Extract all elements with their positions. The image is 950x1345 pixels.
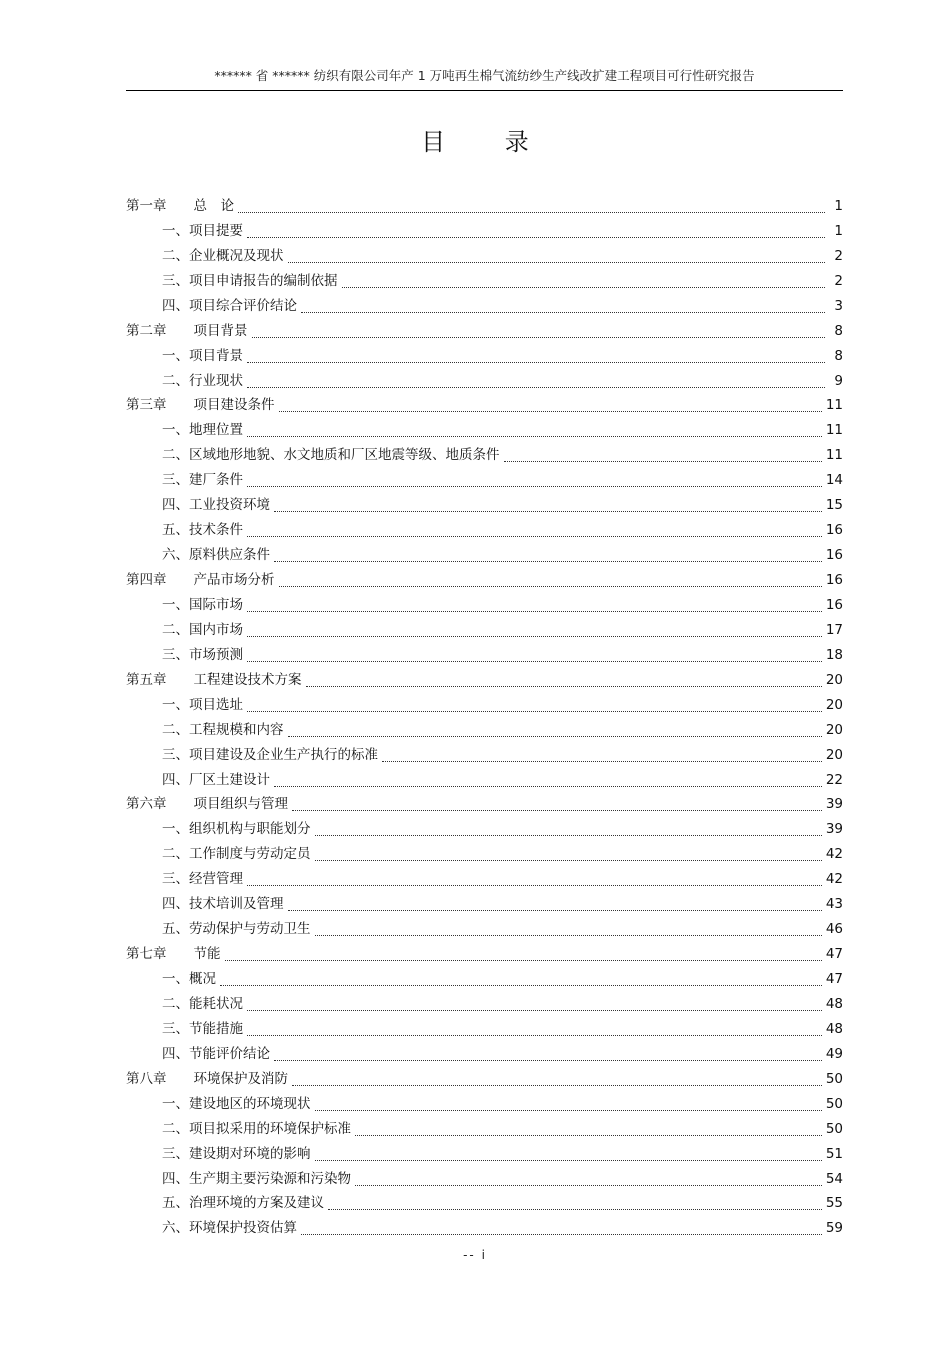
toc-entry-page-number: 9 [834,372,843,389]
toc-section-entry[interactable] [126,590,843,615]
dot-leader [288,735,822,737]
dot-leader [355,1134,822,1136]
toc-entry-label: 五、技术条件 [162,522,243,539]
toc-entry-page-number: 47 [825,971,843,987]
toc-section-entry[interactable] [126,1089,843,1114]
toc-section-entry[interactable] [126,765,843,790]
toc-section-entry[interactable] [126,1039,843,1064]
toc-entry-label: 三、建厂条件 [162,472,243,489]
dot-leader [315,859,822,861]
toc-section-entry[interactable] [126,216,843,241]
toc-entry-page-number: 50 [825,1070,843,1087]
toc-section-entry[interactable] [126,889,843,914]
toc-chapter-entry[interactable] [126,939,843,964]
dot-leader [220,984,822,986]
toc-entry-label: 一、国际市场 [162,596,243,613]
toc-section-entry[interactable] [126,266,843,291]
toc-section-entry[interactable] [126,1213,843,1238]
toc-section-entry[interactable] [126,241,843,266]
toc-section-entry[interactable] [126,715,843,740]
toc-section-entry[interactable] [126,864,843,889]
toc-entry-label: 二、工程规模和内容 [162,721,284,738]
toc-entry-label: 四、工业投资环境 [162,497,270,514]
toc-entry-label: 三、经营管理 [162,871,243,888]
toc-entry-page-number: 42 [825,871,843,888]
toc-section-entry[interactable] [126,465,843,490]
toc-entry-page-number: 55 [825,1195,843,1212]
dot-leader [247,236,825,238]
toc-entry-label: 四、厂区土建设计 [162,771,270,788]
toc-section-entry[interactable] [126,1164,843,1189]
toc-entry-label: 第一章 总 论 [126,197,234,214]
toc-entry-page-number: 46 [825,921,843,938]
toc-entry-page-number: 22 [825,771,843,788]
toc-entry-page-number: 1 [834,222,843,239]
dot-leader [247,660,822,662]
dot-leader [247,386,825,388]
dot-leader [247,435,822,437]
toc-entry-label: 一、项目选址 [162,696,243,713]
toc-entry-page-number: 11 [825,447,843,464]
toc-entry-page-number: 18 [825,646,843,663]
toc-entry-page-number: 8 [834,322,843,339]
dot-leader [355,1184,822,1186]
toc-entry-label: 四、技术培训及管理 [162,896,284,913]
toc-entry-page-number: 16 [825,596,843,613]
dot-leader [247,1034,822,1036]
dot-leader [315,1109,822,1111]
toc-entry-page-number: 17 [825,621,843,638]
dot-leader [247,535,822,537]
toc-entry-page-number: 47 [825,946,843,963]
dot-leader [238,211,825,213]
toc-section-entry[interactable] [126,366,843,391]
toc-section-entry[interactable] [126,515,843,540]
toc-section-entry[interactable] [126,964,843,989]
toc-section-entry[interactable] [126,640,843,665]
toc-entry-page-number: 50 [825,1095,843,1112]
toc-entry-label: 四、节能评价结论 [162,1045,270,1062]
dot-leader [301,1233,822,1235]
dot-leader [315,934,822,936]
toc-section-entry[interactable] [126,1189,843,1214]
toc-entry-page-number: 2 [834,272,843,289]
dot-leader [274,510,822,512]
dot-leader [301,311,825,313]
toc-entry-page-number: 16 [825,572,843,588]
toc-entry-page-number: 11 [825,422,843,439]
toc-section-entry[interactable] [126,341,843,366]
toc-section-entry[interactable] [126,490,843,515]
toc-entry-page-number: 20 [825,746,843,763]
toc-section-entry[interactable] [126,989,843,1014]
toc-entry-label: 六、环境保护投资估算 [162,1220,297,1237]
toc-entry-page-number: 8 [834,347,843,364]
toc-entry-label: 一、组织机构与职能划分 [162,821,311,838]
toc-entry-page-number: 1 [834,197,843,214]
toc-entry-page-number: 20 [825,721,843,738]
toc-entry-label: 第七章 节能 [126,946,221,963]
dot-leader [292,1084,822,1086]
toc-entry-page-number: 11 [825,397,843,414]
toc-entry-page-number: 50 [825,1120,843,1137]
dot-leader [247,884,822,886]
toc-entry-label: 三、项目申请报告的编制依据 [162,272,338,289]
toc-entry-label: 二、行业现状 [162,372,243,389]
toc-entry-page-number: 42 [825,846,843,863]
toc-entry-label: 一、地理位置 [162,422,243,439]
toc-entry-label: 一、项目提要 [162,222,243,239]
dot-leader [247,1009,822,1011]
toc-entry-label: 六、原料供应条件 [162,547,270,564]
toc-entry-page-number: 2 [834,247,843,264]
dot-leader [247,361,825,363]
dot-leader [288,909,822,911]
dot-leader [274,1059,822,1061]
toc-section-entry[interactable] [126,291,843,316]
dot-leader [288,261,826,263]
dot-leader [247,610,822,612]
toc-entry-label: 五、治理环境的方案及建议 [162,1195,324,1212]
page-title: 目 录 [421,128,555,156]
dot-leader [292,809,822,811]
toc-entry-label: 第四章 产品市场分析 [126,572,275,588]
toc-section-entry[interactable] [126,839,843,864]
toc-entry-label: 五、劳动保护与劳动卫生 [162,921,311,938]
dot-leader [306,685,822,687]
running-header: ****** 省 ****** 纺织有限公司年产 1 万吨再生棉气流纺纱生产线改扩建工程项目可行性研究报告 [126,62,843,91]
toc-section-entry[interactable] [126,914,843,939]
dot-leader [247,635,822,637]
toc-entry-label: 一、项目背景 [162,347,243,364]
toc-entry-page-number: 51 [825,1145,843,1162]
toc-section-entry[interactable] [126,1014,843,1039]
dot-leader [252,336,826,338]
toc-entry-label: 四、项目综合评价结论 [162,297,297,314]
dot-leader [504,460,822,462]
dot-leader [342,286,826,288]
toc-chapter-entry[interactable] [126,316,843,341]
toc-entry-page-number: 54 [825,1170,843,1187]
dot-leader [328,1208,822,1210]
toc-chapter-entry[interactable] [126,1064,843,1089]
toc-entry-label: 二、区域地形地貌、水文地质和厂区地震等级、地质条件 [162,447,500,464]
toc-entry-label: 第二章 项目背景 [126,322,248,339]
toc-entry-label: 三、节能措施 [162,1020,243,1037]
toc-entry-page-number: 3 [834,297,843,314]
toc-entry-label: 一、建设地区的环境现状 [162,1095,311,1112]
toc-entry-page-number: 20 [825,696,843,713]
toc-entry-label: 二、项目拟采用的环境保护标准 [162,1120,351,1137]
toc-entry-label: 第六章 项目组织与管理 [126,796,288,813]
toc-chapter-entry[interactable] [126,191,843,216]
dot-leader [274,785,822,787]
dot-leader [382,760,822,762]
toc-section-entry[interactable] [126,690,843,715]
toc-entry-page-number: 48 [825,995,843,1012]
toc-chapter-entry[interactable] [126,665,843,690]
toc-chapter-entry[interactable] [126,391,843,416]
toc-section-entry[interactable] [126,740,843,765]
toc-entry-page-number: 48 [825,1020,843,1037]
toc-entry-label: 三、市场预测 [162,646,243,663]
toc-section-entry[interactable] [126,1139,843,1164]
toc-entry-label: 三、项目建设及企业生产执行的标准 [162,746,378,763]
toc-chapter-entry[interactable] [126,790,843,815]
dot-leader [247,710,822,712]
toc-section-entry[interactable] [126,814,843,839]
toc-entry-label: 二、工作制度与劳动定员 [162,846,311,863]
dot-leader [315,1159,822,1161]
toc-entry-label: 第三章 项目建设条件 [126,397,275,414]
toc-entry-page-number: 15 [825,497,843,514]
toc-section-entry[interactable] [126,415,843,440]
toc-entry-label: 二、企业概况及现状 [162,247,284,264]
toc-section-entry[interactable] [126,540,843,565]
toc-entry-page-number: 16 [825,547,843,564]
table-of-contents [126,191,843,1238]
dot-leader [247,485,822,487]
dot-leader [274,560,822,562]
toc-entry-label: 第八章 环境保护及消防 [126,1070,288,1087]
toc-section-entry[interactable] [126,615,843,640]
dot-leader [225,959,822,961]
toc-entry-page-number: 49 [825,1045,843,1062]
dot-leader [279,585,822,587]
toc-entry-page-number: 39 [825,821,843,838]
toc-entry-label: 一、概况 [162,971,216,987]
toc-entry-label: 二、国内市场 [162,621,243,638]
toc-entry-label: 三、建设期对环境的影响 [162,1145,311,1162]
toc-entry-page-number: 16 [825,522,843,539]
dot-leader [315,834,822,836]
toc-entry-label: 四、生产期主要污染源和污染物 [162,1170,351,1187]
toc-section-entry[interactable] [126,440,843,465]
dot-leader [279,410,822,412]
toc-entry-label: 二、能耗状况 [162,995,243,1012]
toc-entry-page-number: 39 [825,796,843,813]
toc-entry-page-number: 20 [825,671,843,688]
toc-section-entry[interactable] [126,1114,843,1139]
toc-entry-label: 第五章 工程建设技术方案 [126,671,302,688]
page-number-footer: -- i [463,1248,487,1262]
toc-entry-page-number: 59 [825,1220,843,1237]
toc-chapter-entry[interactable] [126,565,843,590]
toc-entry-page-number: 43 [825,896,843,913]
toc-entry-page-number: 14 [825,472,843,489]
